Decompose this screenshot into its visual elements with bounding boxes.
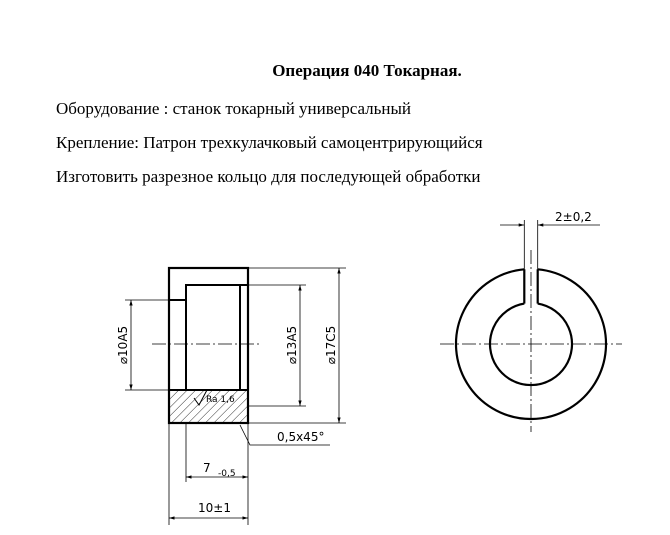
fixture-line: Крепление: Патрон трехкулачковый самоцентрирующийся: [56, 133, 483, 152]
length-7-label: 7: [203, 461, 211, 475]
length-7-tolerance: -0,5: [218, 469, 236, 479]
gap-label: 2±0,2: [555, 210, 592, 224]
dim-bore-label: ⌀10A5: [116, 325, 130, 365]
task-line: Изготовить разрезное кольцо для последующей обработки: [56, 167, 481, 186]
operation-title: Операция 040 Токарная.: [272, 61, 462, 80]
equipment-line: Оборудование : станок токарный универсальный: [56, 99, 412, 118]
chamfer-label: 0,5x45°: [277, 430, 325, 444]
dim-outer-label: ⌀17C5: [324, 325, 338, 365]
length-10-label: 10±1: [198, 501, 231, 515]
roughness-label: Ra 1,6: [206, 395, 235, 405]
section-view: [125, 268, 346, 525]
front-view: [440, 220, 622, 432]
dim-inner-label: ⌀13A5: [285, 325, 299, 365]
